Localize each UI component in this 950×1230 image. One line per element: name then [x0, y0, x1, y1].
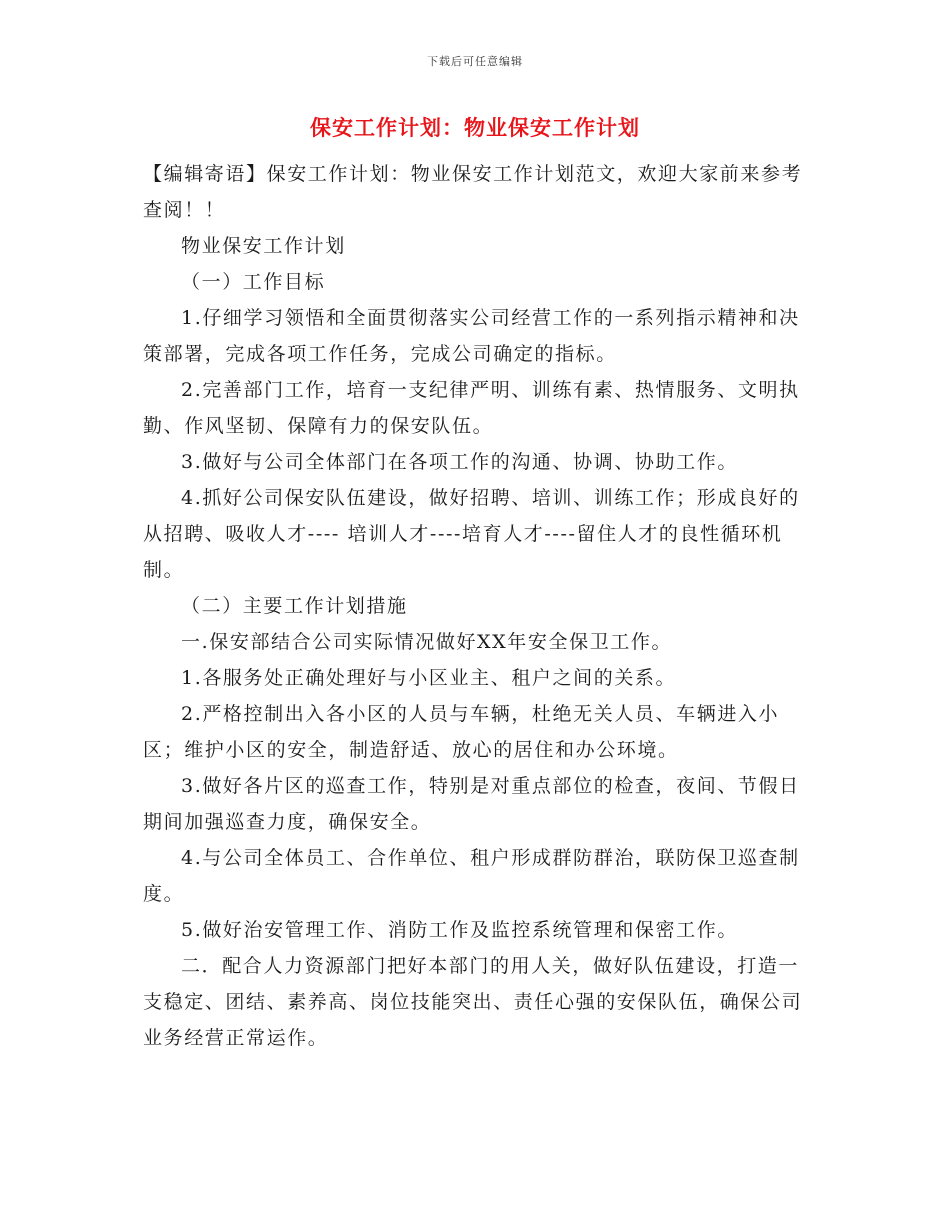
- document-title: 保安工作计划：物业保安工作计划: [310, 115, 640, 140]
- page-header-note: 下载后可任意编辑: [427, 55, 523, 68]
- editor-note-paragraph: 【编辑寄语】保安工作计划：物业保安工作计划范文，欢迎大家前来参考查阅！！: [143, 163, 803, 221]
- measure-item-4: 4.与公司全体员工、合作单位、租户形成群防群治，联防保卫巡查制度。: [143, 847, 800, 905]
- measure-item-5: 5.做好治安管理工作、消防工作及监控系统管理和保密工作。: [181, 919, 738, 941]
- measure-item-2: 2.严格控制出入各小区的人员与车辆，杜绝无关人员、车辆进入小区；维护小区的安全，制造舒适、放心的居住和办公环境。: [143, 703, 780, 761]
- goal-item-4: 4.抓好公司保安队伍建设，做好招聘、培训、训练工作；形成良好的从招聘、吸收人才---- 培训人才----培育人才----留住人才的良性循环机制。: [143, 487, 800, 581]
- measure-item-1: 1.各服务处正确处理好与小区业主、租户之间的关系。: [181, 667, 677, 689]
- measure-heading-1: 一.保安部结合公司实际情况做好XX年安全保卫工作。: [181, 631, 673, 653]
- goal-item-3: 3.做好与公司全体部门在各项工作的沟通、协调、协助工作。: [181, 451, 738, 473]
- measure-heading-2: 二．配合人力资源部门把好本部门的用人关，做好队伍建设，打造一支稳定、团结、素养高、岗位技能突出、责任心强的安保队伍，确保公司业务经营正常运作。: [143, 955, 803, 1049]
- measure-item-3: 3.做好各片区的巡查工作，特别是对重点部位的检查，夜间、节假日期间加强巡查力度，确保安全。: [143, 775, 800, 833]
- goal-item-1: 1.仔细学习领悟和全面贯彻落实公司经营工作的一系列指示精神和决策部署，完成各项工作任务，完成公司确定的指标。: [143, 307, 800, 365]
- section-heading: 物业保安工作计划: [181, 235, 346, 257]
- subsection-heading-goals: （一）工作目标: [181, 271, 326, 293]
- goal-item-2: 2.完善部门工作，培育一支纪律严明、训练有素、热情服务、文明执勤、作风坚韧、保障有力的保安队伍。: [143, 379, 800, 437]
- document-body: [143, 156, 807, 1056]
- subsection-heading-measures: （二）主要工作计划措施: [181, 595, 408, 617]
